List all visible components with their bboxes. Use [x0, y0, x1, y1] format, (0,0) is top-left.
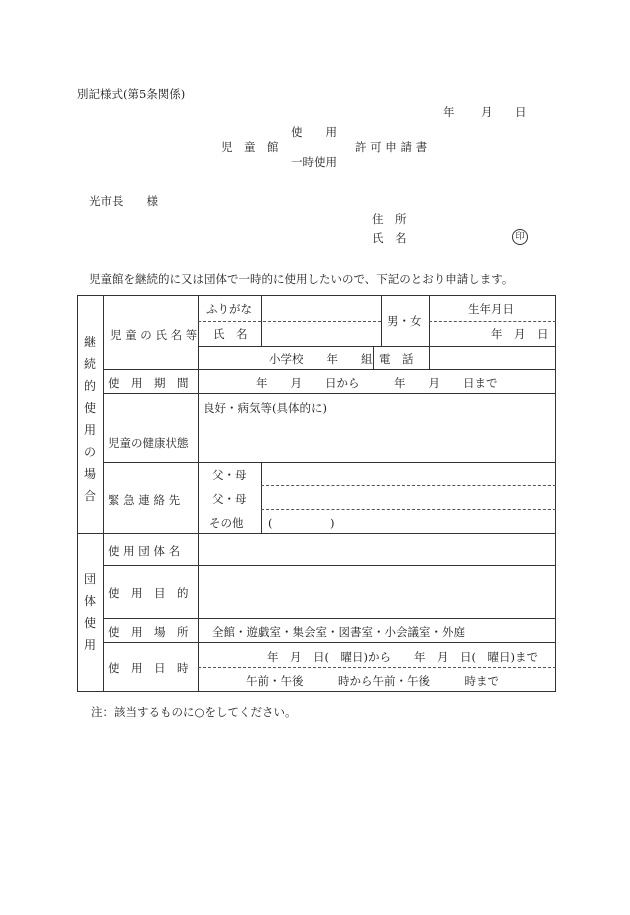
date-day: 日	[515, 105, 527, 119]
health-label: 児童の健康状態	[108, 436, 189, 450]
purpose-label: 使 用 目 的	[108, 586, 189, 600]
contact-parent-2: 父・母	[212, 492, 247, 506]
contact-parent-1: 父・母	[212, 468, 247, 482]
name-label: 氏 名	[372, 231, 407, 245]
title-suffix: 許 可 申 請 書	[355, 140, 428, 154]
time-value: 午前・午後 時から午前・午後 時まで	[246, 674, 499, 688]
period-label: 使 用 期 間	[108, 376, 189, 390]
datetime-label: 使 用 日 時	[108, 661, 189, 675]
footnote: 注：該当するものに○をしてください。	[91, 705, 297, 719]
emergency-label: 緊 急 連 絡 先	[108, 493, 181, 507]
child-name-label: 児 童 の 氏 名 等	[110, 328, 198, 342]
date-value: 年 月 日( 曜日)から 年 月 日( 曜日)まで	[267, 650, 538, 664]
school-value: 小学校 年 組	[269, 352, 373, 366]
group-name-label: 使 用 団 体 名	[108, 544, 181, 558]
intro-text: 児童館を継続的に又は団体で一時的に使用したいので、下記のとおり申請します。	[89, 272, 514, 286]
place-value: 全館・遊戯室・集会室・図書室・小会議室・外庭	[212, 625, 465, 639]
title-temp-use: 一時使用	[291, 155, 337, 169]
furigana-label: ふりがな	[206, 302, 252, 316]
place-label: 使 用 場 所	[108, 625, 189, 639]
birth-label: 生年月日	[468, 302, 514, 316]
form-number: 別記様式(第5条関係)	[77, 87, 186, 101]
child-name-field-label: 氏 名	[213, 327, 248, 341]
phone-label: 電 話	[379, 352, 414, 366]
section-continuous-header: 継続的使用の場合	[83, 335, 96, 503]
title-use: 使 用	[291, 125, 337, 139]
seal-mark: 印	[512, 229, 528, 245]
date-year: 年	[443, 105, 455, 119]
contact-other-value: ( )	[268, 516, 335, 530]
date-month: 月	[481, 105, 493, 119]
address-label: 住 所	[372, 212, 407, 226]
period-value: 年 月 日から 年 月 日まで	[256, 376, 498, 390]
gender-label: 男・女	[387, 314, 422, 328]
addressee: 光市長 様	[89, 194, 158, 208]
title-main: 児 童 館	[221, 140, 279, 154]
section-group-header: 団体使用	[83, 572, 96, 652]
contact-other-label: その他	[209, 516, 244, 530]
health-value: 良好・病気等(具体的に)	[203, 401, 327, 415]
application-table	[77, 295, 556, 692]
birth-value: 年 月 日	[491, 327, 549, 341]
